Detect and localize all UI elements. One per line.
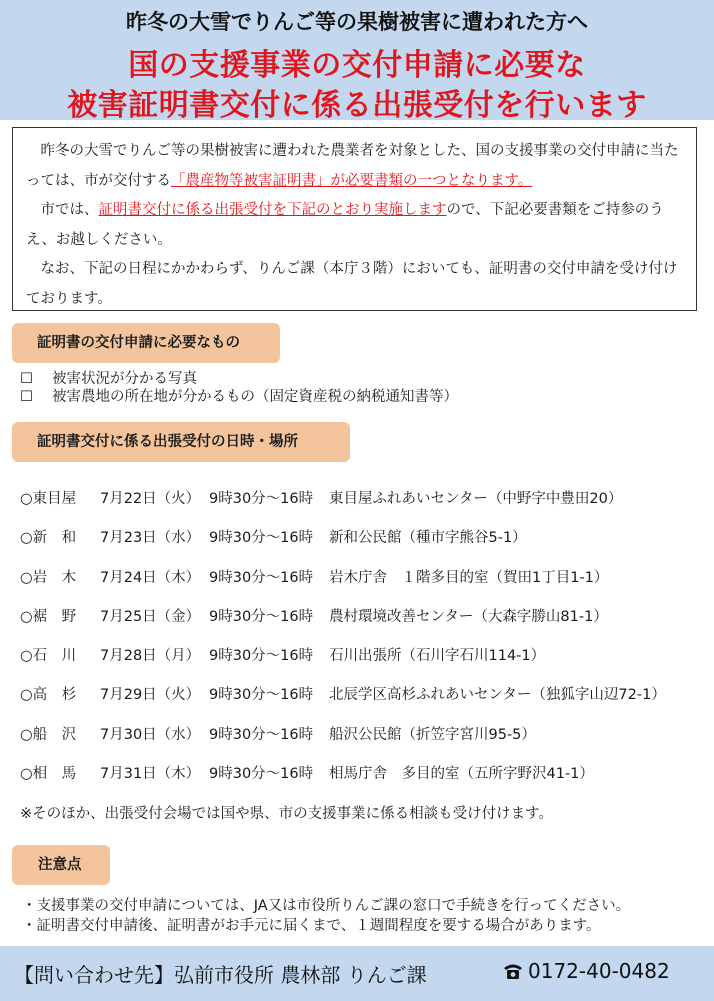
schedule-row — [20, 723, 710, 762]
cautions-label: 注意点 — [12, 845, 110, 885]
intro-box — [12, 127, 697, 311]
venue-area: ○新 和 — [20, 530, 77, 547]
venue-date: 7月22日（火） — [100, 491, 201, 507]
list-item-text: 被害状況が分かる写真 — [52, 371, 197, 387]
intro-p1-highlight: 「農産物等被害証明書」が必要書類の一つとなります。 — [171, 172, 533, 189]
venue-place: 相馬庁舎 多目的室（五所字野沢41-1） — [329, 766, 594, 783]
venue-area: ○高 杉 — [20, 687, 77, 704]
required-items-label: 証明書の交付申請に必要なもの — [12, 323, 280, 363]
contact-label: 【問い合わせ先】弘前市役所 農林部 りんご課 — [14, 963, 427, 987]
list-item — [20, 388, 700, 406]
page-title-line2: 被害証明書交付に係る出張受付を行います — [67, 88, 647, 123]
intro-p3-text: なお、下記の日程にかかわらず、りんご課（本庁３階）においても、証明書の交付申請を受け付けております。 — [26, 261, 678, 307]
caution-item: ・支援事業の交付申請については、JA又は市役所りんご課の窓口で手続きを行ってください。 — [22, 898, 631, 914]
venue-area: ○船 沢 — [20, 726, 77, 743]
venue-time: 9時30分～16時 — [209, 569, 314, 586]
checkbox-icon: ☐ — [20, 389, 33, 405]
telephone-icon — [502, 962, 524, 980]
consultation-note: ※そのほか、出張受付会場では国や県、市の支援事業に係る相談も受け付けます。 — [20, 806, 553, 822]
venue-time: 9時30分～16時 — [209, 687, 314, 704]
venue-date: 7月24日（木） — [100, 569, 201, 586]
schedule-list — [20, 487, 710, 801]
intro-p2-text-b: ので、下記必要書類をご持参のうえ、お越しください。 — [26, 202, 664, 248]
venue-place: 岩木庁舎 １階多目的室（賀田1丁目1-1） — [329, 569, 609, 586]
venue-place: 北辰学区高杉ふれあいセンター（独狐字山辺72-1） — [329, 687, 666, 704]
venue-date: 7月31日（木） — [100, 766, 201, 783]
venue-date: 7月28日（月） — [100, 648, 201, 665]
list-item — [20, 370, 700, 388]
required-items-list — [20, 370, 700, 406]
schedule-label: 証明書交付に係る出張受付の日時・場所 — [12, 422, 350, 462]
intro-paragraph-3 — [26, 255, 686, 314]
intro-paragraph-2 — [26, 196, 686, 255]
schedule-row — [20, 644, 710, 683]
intro-paragraph-1 — [26, 137, 686, 196]
venue-place: 石川出張所（石川字石川114-1） — [329, 648, 546, 665]
phone-number: 0172-40-0482 — [528, 959, 670, 983]
intro-p1-text: 昨冬の大雪でりんご等の果樹被害に遭われた農業者を対象とした、国の支援事業の交付申請に当たっては、市が交付する — [26, 143, 679, 189]
venue-time: 9時30分～16時 — [209, 648, 314, 665]
venue-time: 9時30分～16時 — [209, 491, 314, 507]
schedule-row — [20, 605, 710, 644]
venue-time: 9時30分～16時 — [209, 530, 314, 547]
schedule-row — [20, 487, 710, 526]
intro-p2-highlight: 証明書交付に係る出張受付を下記のとおり実施します — [98, 202, 447, 218]
venue-area: ○相 馬 — [20, 766, 77, 783]
header-subtitle: 昨冬の大雪でりんご等の果樹被害に遭われた方へ — [126, 10, 588, 34]
venue-place: 新和公民館（種市字熊谷5-1） — [329, 530, 527, 547]
venue-area: ○裾 野 — [20, 608, 77, 625]
page-title-line1: 国の支援事業の交付申請に必要な — [128, 48, 586, 83]
venue-date: 7月30日（水） — [100, 726, 201, 743]
schedule-row — [20, 526, 710, 565]
venue-place: 農村環境改善センター（大森字勝山81-1） — [329, 608, 608, 625]
schedule-row — [20, 683, 710, 722]
venue-area: ○岩 木 — [20, 569, 77, 586]
cautions-list — [22, 896, 712, 936]
intro-p2-text-a: 市では、 — [40, 202, 99, 218]
caution-item: ・証明書交付申請後、証明書がお手元に届くまで、１週間程度を要する場合があります。 — [22, 918, 601, 934]
venue-place: 東目屋ふれあいセンター（中野字中豊田20） — [329, 491, 623, 507]
venue-date: 7月23日（水） — [100, 530, 201, 547]
contact-phone — [502, 959, 670, 983]
venue-area: ○東目屋 — [20, 491, 77, 507]
list-item-text: 被害農地の所在地が分かるもの（固定資産税の納税通知書等） — [52, 389, 458, 405]
venue-area: ○石 川 — [20, 648, 77, 665]
header-banner — [0, 0, 714, 123]
venue-date: 7月25日（金） — [100, 608, 201, 625]
schedule-row — [20, 762, 710, 801]
checkbox-icon: ☐ — [20, 371, 33, 387]
schedule-row — [20, 566, 710, 605]
venue-date: 7月29日（火） — [100, 687, 201, 704]
contact-footer — [0, 946, 714, 1001]
venue-time: 9時30分～16時 — [209, 726, 314, 743]
venue-time: 9時30分～16時 — [209, 766, 314, 783]
venue-place: 船沢公民館（折笠字宮川95-5） — [329, 726, 536, 743]
venue-time: 9時30分～16時 — [209, 608, 314, 625]
